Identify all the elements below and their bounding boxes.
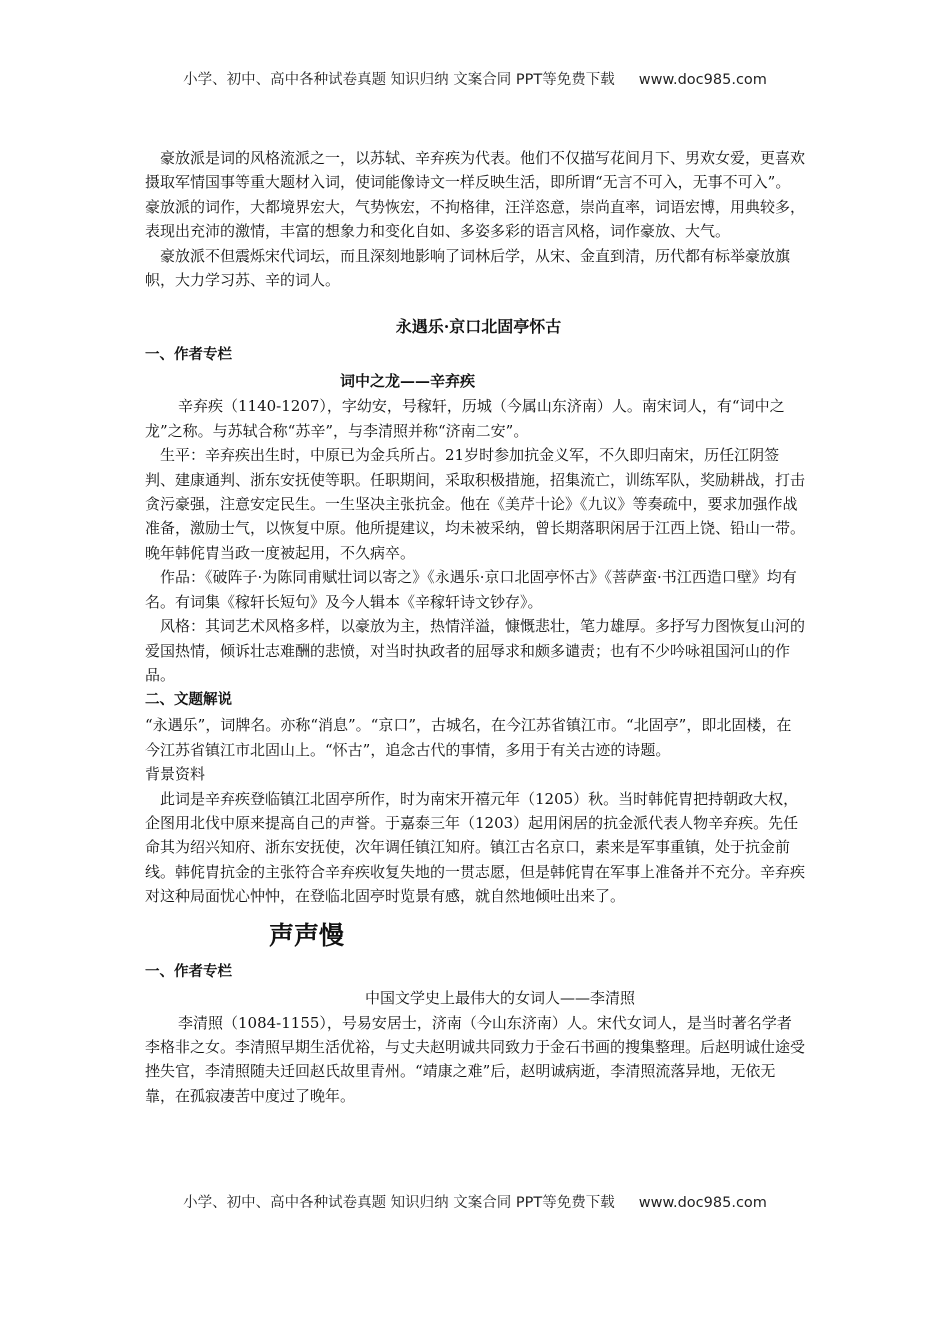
poem1-author-works: 作品：《破阵子·为陈同甫赋壮词以寄之》《永遇乐·京口北固亭怀古》《菩萨蛮·书江西造口壁》均有名。有词集《稼轩长短句》及今人辑本《辛稼轩诗文钞存》。 [145, 568, 797, 611]
page-header [0, 68, 950, 89]
document-body [145, 146, 805, 1108]
poem1-title: 永遇乐·京口北固亭怀古 [395, 317, 562, 337]
header-url[interactable]: www.doc985.com [638, 72, 767, 88]
intro-paragraph-1: 豪放派是词的风格流派之一，以苏轼、辛弃疾为代表。他们不仅描写花间月下、男欢女爱，更喜欢摄取军情国事等重大题材入词，使词能像诗文一样反映生活，即所谓“无言不可入，无事不可入”。豪放派的词作，大都境界宏大，气势恢宏，不拘格律，汪洋恣意，崇尚直率，词语宏博，用典较多，表现出充沛的激情，丰富的想象力和变化自如、多姿多彩的语言风格，词作豪放、大气。 [145, 149, 806, 241]
poem1-author-life: 生平：辛弃疾出生时，中原已为金兵所占。21岁时参加抗金义军，不久即归南宋，历任江阴签判、建康通判、浙东安抚使等职。任职期间，采取积极措施，招集流亡，训练军队，奖励耕战，打击贪污豪强，注意安定民生。一生坚决主张抗金。他在《美芹十论》《九议》等奏疏中，要求加强作战准备，激励士气，以恢复中原。他所提建议，均未被采纳，曾长期落职闲居于江西上饶、铅山一带。晚年韩侂胄当政一度被起用，不久病卒。 [145, 446, 806, 562]
poem2-author-subtitle: 中国文学史上最伟大的女词人——李清照 [365, 988, 636, 1007]
intro-paragraph-2: 豪放派不但震烁宋代词坛，而且深刻地影响了词林后学，从宋、金直到清，历代都有标举豪放旗帜，大力学习苏、辛的词人。 [145, 246, 791, 290]
header-text: 小学、初中、高中各种试卷真题 知识归纳 文案合同 PPT等免费下载 [183, 72, 615, 88]
poem2-title: 声声慢 [269, 920, 345, 950]
page-footer [0, 1191, 950, 1212]
poem1-author-subtitle: 词中之龙——辛弃疾 [340, 372, 476, 391]
poem2-section-author: 一、作者专栏 [145, 963, 232, 980]
poem1-background-label: 背景资料 [145, 765, 206, 784]
poem1-background: 此词是辛弃疾登临镇江北固亭所作，时为南宋开禧元年（1205）秋。当时韩侂胄把持朝政大权，企图用北伐中原来提高自己的声誉。于嘉泰三年（1203）起用闲居的抗金派代表人物辛弃疾。先任命其为绍兴知府、浙东安抚使，次年调任镇江知府。镇江古名京口，素来是军事重镇，处于抗金前线。韩侂胄抗金的主张符合辛弃疾收复失地的一贯志愿，但是韩侂胄在军事上准备并不充分。辛弃疾对这种局面忧心忡忡，在登临北固亭时览景有感，就自然地倾吐出来了。 [145, 789, 806, 906]
poem2-author-bio: 李清照（1084-1155），号易安居士，济南（今山东济南）人。宋代女词人，是当时著名学者李格非之女。李清照早期生活优裕，与丈夫赵明诚共同致力于金石书画的搜集整理。后赵明诚仕途受挫失官，李清照随夫迁回赵氏故里青州。“靖康之难”后，赵明诚病逝，李清照流落异地，无依无靠，在孤寂凄苦中度过了晚年。 [145, 1013, 806, 1105]
poem1-title-explanation: “永遇乐”，词牌名。亦称“消息”。“京口”，古城名，在今江苏省镇江市。“北固亭”，即北固楼，在今江苏省镇江市北固山上。“怀古”，追念古代的事情，多用于有关古迹的诗题。 [145, 716, 792, 759]
footer-text: 小学、初中、高中各种试卷真题 知识归纳 文案合同 PPT等免费下载 [183, 1195, 615, 1211]
poem1-author-bio: 辛弃疾（1140-1207），字幼安，号稼轩，历城（今属山东济南）人。南宋词人，有“词中之龙”之称。与苏轼合称“苏辛”，与李清照并称“济南二安”。 [145, 397, 785, 440]
poem1-section-title-explain: 二、文题解说 [145, 692, 232, 709]
poem1-section-author: 一、作者专栏 [145, 347, 232, 364]
poem1-author-style: 风格：其词艺术风格多样，以豪放为主，热情洋溢，慷慨悲壮，笔力雄厚。多抒写力图恢复山河的爱国热情，倾诉壮志难酬的悲愤，对当时执政者的屈辱求和颇多谴责；也有不少吟咏祖国河山的作品。 [145, 617, 806, 684]
spacer [145, 292, 805, 312]
footer-url[interactable]: www.doc985.com [638, 1195, 767, 1211]
